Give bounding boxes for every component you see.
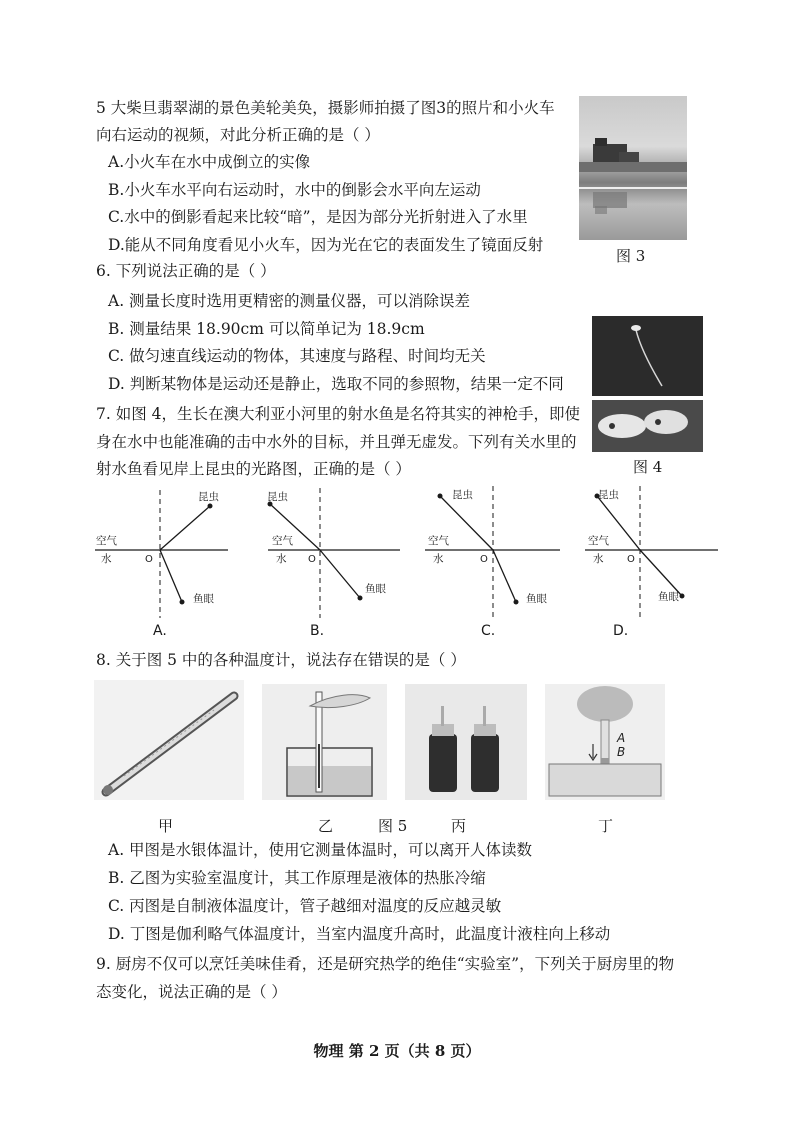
figure-5-caption-yi: 乙 <box>318 817 334 835</box>
figure-5-caption-bing: 丙 <box>451 817 467 835</box>
figure-3-caption: 图 3 <box>616 247 646 265</box>
q6-option-c: C. 做匀速直线运动的物体，其速度与路程、时间均无关 <box>108 347 486 365</box>
figure-5-jia-image <box>94 680 244 800</box>
q7-stem-line1: 7. 如图 4，生长在澳大利亚小河里的射水鱼是名符其实的神枪手，即使 <box>96 405 581 423</box>
diagram-a-air-label: 空气 <box>96 535 117 547</box>
figure-5-caption-ding: 丁 <box>598 817 614 835</box>
q6-option-d: D. 判断某物体是运动还是静止，选取不同的参照物，结果一定不同 <box>108 375 564 393</box>
figure-5-ding-image <box>545 684 665 800</box>
figure-4-photo-bottom <box>592 400 703 452</box>
q8-stem: 8. 关于图 5 中的各种温度计，说法存在错误的是（ ） <box>96 651 466 669</box>
q7-stem-line2: 身在水中也能准确的击中水外的目标，并且弹无虚发。下列有关水里的 <box>96 433 577 451</box>
diagram-a-water-label: 水 <box>101 553 112 565</box>
diagram-d-water-label: 水 <box>593 553 604 565</box>
q9-stem-line1: 9. 厨房不仅可以烹饪美味佳肴，还是研究热学的绝佳“实验室”，下列关于厨房里的物 <box>96 955 675 973</box>
diagram-c-o-label: O <box>480 554 488 565</box>
q5-option-a: A.小火车在水中成倒立的实像 <box>108 153 311 171</box>
diagram-c-letter: C. <box>481 623 496 639</box>
figure-5-caption: 图 5 <box>378 817 408 835</box>
figure-3-photo <box>579 96 687 240</box>
diagram-c-water-label: 水 <box>433 553 444 565</box>
figure-5-bing-image <box>405 684 527 800</box>
diagram-b-letter: B. <box>310 623 325 639</box>
diagram-b <box>267 488 400 618</box>
diagram-a-letter: A. <box>153 623 167 639</box>
q5-option-b: B.小火车水平向右运动时，水中的倒影会水平向左运动 <box>108 181 481 199</box>
q5-stem-line1: 5 大柴旦翡翠湖的景色美轮美奂，摄影师拍摄了图3的照片和小火车 <box>96 99 555 117</box>
q8-option-c: C. 丙图是自制液体温度计，管子越细对温度的反应越灵敏 <box>108 897 502 915</box>
diagram-d-o-label: O <box>627 554 635 565</box>
q8-option-b: B. 乙图为实验室温度计，其工作原理是液体的热胀冷缩 <box>108 869 486 887</box>
diagram-d <box>585 486 718 618</box>
figure-4-caption: 图 4 <box>633 458 663 476</box>
diagram-b-air-label: 空气 <box>272 535 293 547</box>
page-footer: 物理 第 2 页（共 8 页） <box>313 1042 481 1060</box>
diagram-b-water-label: 水 <box>276 553 287 565</box>
diagram-a-o-label: O <box>145 554 153 565</box>
diagram-d-air-label: 空气 <box>588 535 609 547</box>
diagram-d-letter: D. <box>613 623 629 639</box>
figure-5-yi-image <box>262 684 387 800</box>
diagram-a-eye-label: 鱼眼 <box>193 593 214 605</box>
diagram-b-eye-label: 鱼眼 <box>365 583 386 595</box>
figure-4-photo-top <box>592 316 703 396</box>
diagram-c-insect-label: 昆虫 <box>452 489 473 501</box>
diagram-b-o-label: O <box>308 554 316 565</box>
q8-option-a: A. 甲图是水银体温计，使用它测量体温时，可以离开人体读数 <box>108 841 533 859</box>
diagram-d-eye-label: 鱼眼 <box>658 591 679 603</box>
diagram-b-insect-label: 昆虫 <box>267 491 288 503</box>
q9-stem-line2: 态变化，说法正确的是（ ） <box>96 983 287 1001</box>
diagram-d-insect-label: 昆虫 <box>598 489 619 501</box>
q7-ray-diagrams <box>0 478 794 643</box>
diagram-a <box>95 490 228 618</box>
figure-5-ding-label-b: B <box>617 745 626 759</box>
q7-stem-line3: 射水鱼看见岸上昆虫的光路图，正确的是（ ） <box>96 460 411 478</box>
diagram-c-air-label: 空气 <box>428 535 449 547</box>
q5-option-d: D.能从不同角度看见小火车，因为光在它的表面发生了镜面反射 <box>108 236 544 254</box>
q5-option-c: C.水中的倒影看起来比较“暗”，是因为部分光折射进入了水里 <box>108 208 528 226</box>
q6-option-b: B. 测量结果 18.90cm 可以简单记为 18.9cm <box>108 320 425 338</box>
q6-stem: 6. 下列说法正确的是（ ） <box>96 262 276 280</box>
diagram-c-eye-label: 鱼眼 <box>526 593 547 605</box>
diagram-a-insect-label: 昆虫 <box>198 491 219 503</box>
diagram-c <box>425 486 560 618</box>
figure-5-caption-jia: 甲 <box>158 817 174 835</box>
figure-5-ding-label-a: A <box>617 731 626 745</box>
q8-option-d: D. 丁图是伽利略气体温度计，当室内温度升高时，此温度计液柱向上移动 <box>108 925 611 943</box>
q6-option-a: A. 测量长度时选用更精密的测量仪器，可以消除误差 <box>108 292 471 310</box>
q5-stem-line2: 向右运动的视频，对此分析正确的是（ ） <box>96 126 380 144</box>
